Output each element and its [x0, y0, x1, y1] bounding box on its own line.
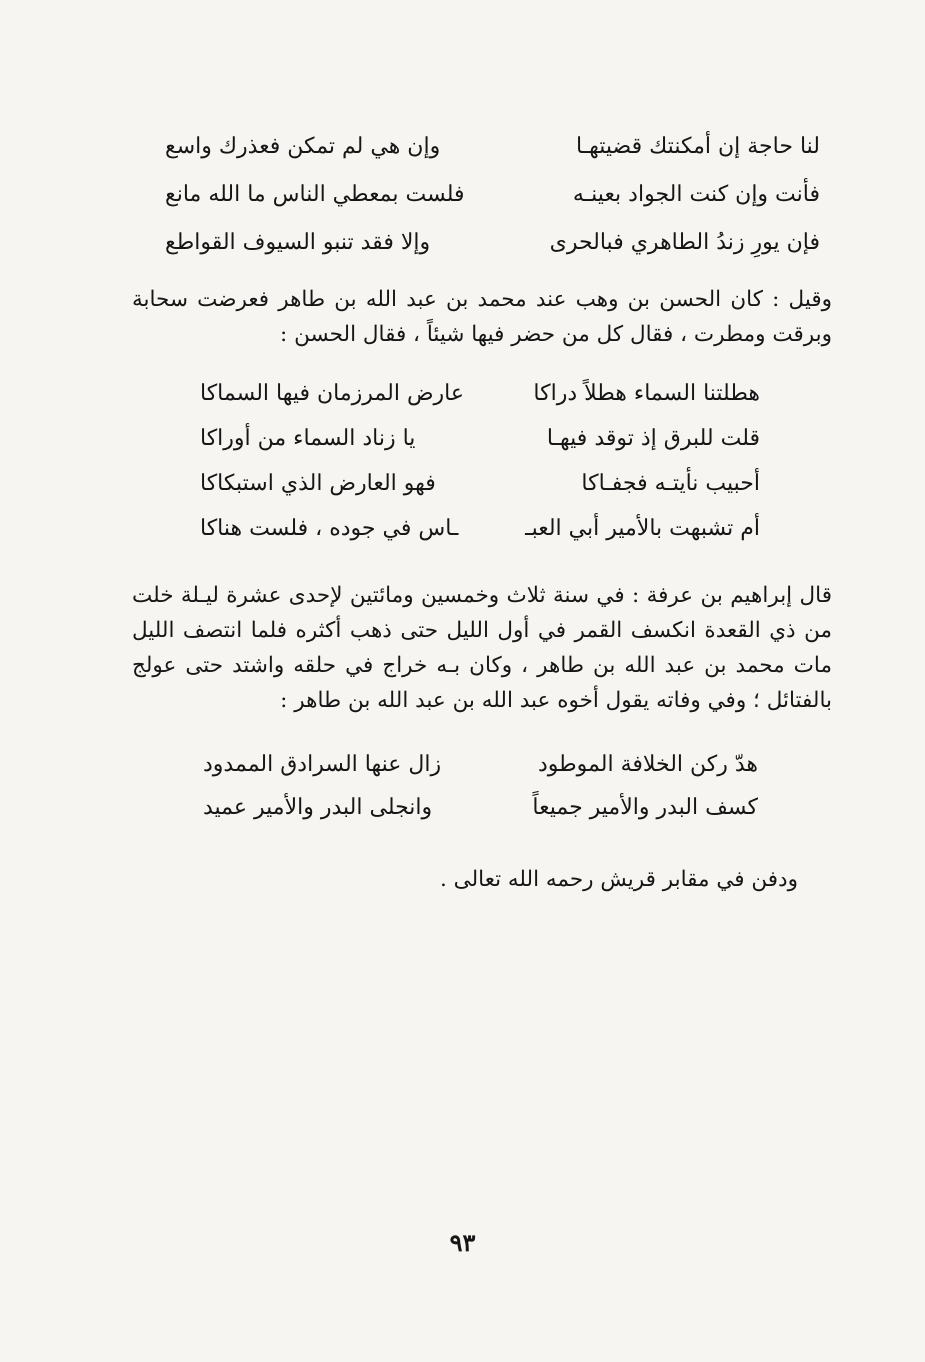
- verse-line: [165, 134, 820, 182]
- verse-first-hemistich: أحبيب نأيتـه فجفـاكا: [581, 471, 760, 496]
- verse-second-hemistich: فهو العارض الذي استبكاكا: [200, 471, 436, 496]
- verse-first-hemistich: هدّ ركن الخلافة الموطود: [538, 752, 758, 777]
- paragraph-3: ودفن في مقابر قريش رحمه الله تعالى .: [440, 867, 798, 892]
- verse-second-hemistich: وإن هي لم تمكن فعذرك واسع: [165, 134, 441, 159]
- verse-first-hemistich: فأنت وإن كنت الجواد بعينـه: [572, 182, 820, 207]
- verse-second-hemistich: عارض المرزمان فيها السماكا: [200, 381, 465, 406]
- verse-second-hemistich: يا زناد السماء من أوراكا: [200, 426, 416, 451]
- verse-line: [203, 795, 758, 838]
- verse-first-hemistich: فإن يورِ زندُ الطاهري فبالحرى: [549, 230, 820, 255]
- verse-second-hemistich: وإلا فقد تنبو السيوف القواطع: [165, 230, 431, 255]
- verse-first-hemistich: قلت للبرق إذ توقد فيهـا: [546, 426, 760, 451]
- verse-line: [200, 381, 760, 426]
- poem-1: [165, 134, 820, 278]
- verse-first-hemistich: لنا حاجة إن أمكنتك قضيتهـا: [575, 134, 820, 159]
- verse-line: [165, 182, 820, 230]
- paragraph-1: وقيل : كان الحسن بن وهب عند محمد بن عبد الله بن طاهر فعرضت سحابة وبرقت ومطرت ، فقال كل من حضر فيها شيئاً ، فقال الحسن :: [132, 287, 832, 347]
- verse-second-hemistich: ـاس في جوده ، فلست هناكا: [200, 516, 459, 541]
- paragraph-2: قال إبراهيم بن عرفة : في سنة ثلاث وخمسين ومائتين لإحدى عشرة ليـلة خلت من ذي القعدة انكسف القمر في أول الليل حتى ذهب أكثره فلما انتصف الليل مات محمد بن عبد الله بن طاهر ، وكان بـه خراج في حلقه واشتد حتى عولج بالفتائل ؛ وفي وفاته يقول أخوه عبد الله بن عبد الله بن طاهر :: [132, 583, 832, 713]
- verse-first-hemistich: كسف البدر والأمير جميعاً: [532, 795, 758, 820]
- verse-second-hemistich: زال عنها السرادق الممدود: [203, 752, 442, 777]
- verse-line: [203, 752, 758, 795]
- verse-line: [200, 426, 760, 471]
- verse-line: [165, 230, 820, 278]
- verse-second-hemistich: فلست بمعطي الناس ما الله مانع: [165, 182, 465, 207]
- verse-second-hemistich: وانجلى البدر والأمير عميد: [203, 795, 433, 820]
- poem-3: [203, 752, 758, 838]
- verse-line: [200, 471, 760, 516]
- verse-first-hemistich: هطلتنا السماء هطلاً دراكا: [533, 381, 760, 406]
- verse-line: [200, 516, 760, 561]
- verse-first-hemistich: أم تشبهت بالأمير أبي العبـ: [525, 516, 760, 541]
- poem-2: [200, 381, 760, 561]
- page-number: ٩٣: [449, 1228, 476, 1257]
